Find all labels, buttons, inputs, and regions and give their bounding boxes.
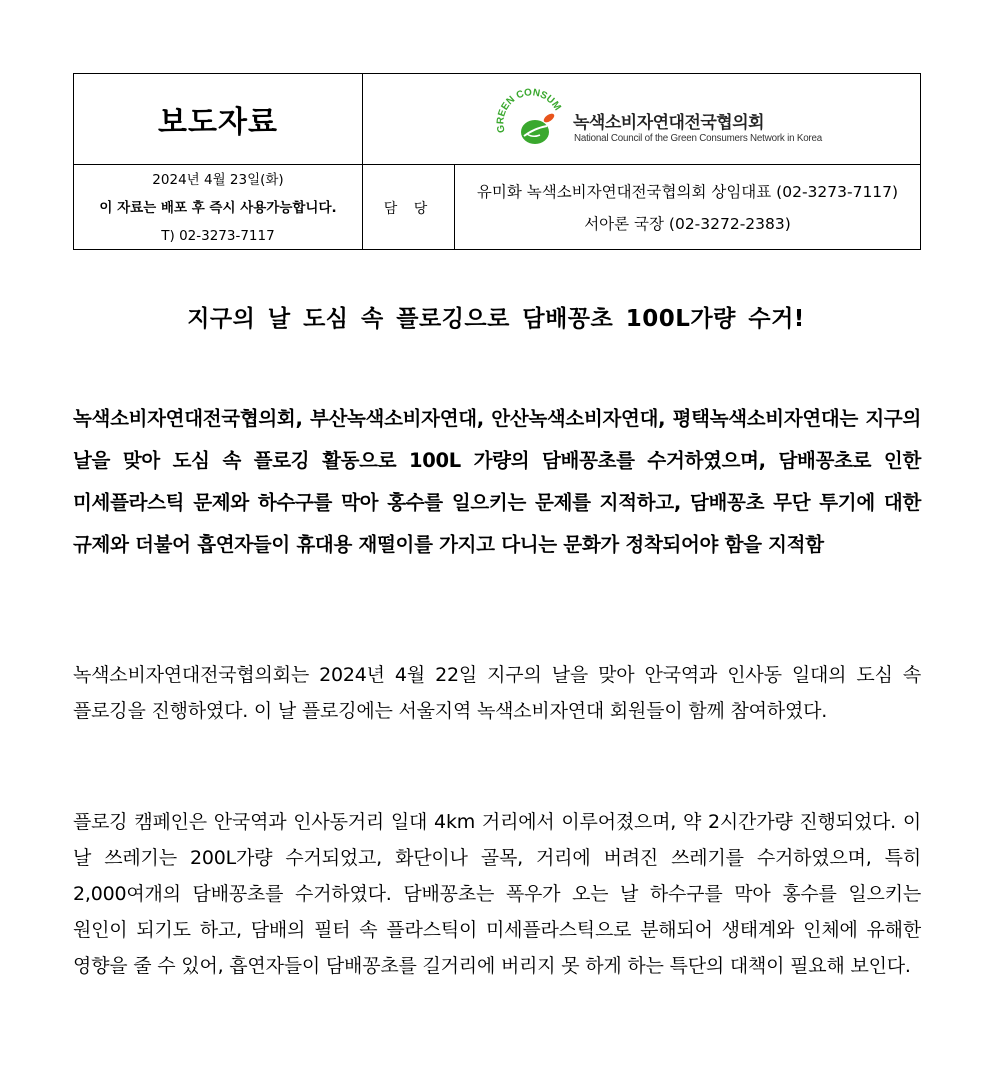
title-cell xyxy=(74,74,363,165)
document-title: 보도자료 xyxy=(158,105,278,140)
green-consumers-logo-icon xyxy=(491,88,571,152)
body-paragraph-2: 플로깅 캠페인은 안국역과 인사동거리 일대 4km 거리에서 이루어졌으며, 약 2시간가량 진행되었다. 이 날 쓰레기는 200L가량 수거되었고, 화단이나 골목, 거리에 버려진 쓰레기를 수거하였으며, 특히 2,000여개의 담배꽁초를 수거하였다. 담배꽁초는 폭우가 오는 날 하수구를 막아 홍수를 일으키는 원인이 되기도 하고, 담배의 필터 속 플라스틱이 미세플라스틱으로 분해되어 생태계와 인체에 유해한 영향을 줄 수 있어, 흡연자들이 담배꽁초를 길거리에 버리지 못 하게 하는 특단의 대책이 필요해 보인다. xyxy=(73,811,921,977)
contact-primary: 유미화 녹색소비자연대전국협의회 상임대표 (02-3273-7117) xyxy=(476,182,899,201)
contact-secondary: 서아론 국장 (02-3272-2383) xyxy=(584,214,791,233)
organization-logo-cell xyxy=(363,74,920,165)
organization-name-english: National Council of the Green Consumers Network in Korea xyxy=(574,133,822,144)
release-phone: T) 02-3273-7117 xyxy=(161,227,275,244)
charge-label: 담 당 xyxy=(383,200,434,217)
release-date: 2024년 4월 23일(화) xyxy=(152,171,284,188)
organization-name-korean: 녹색소비자연대전국협의회 xyxy=(573,113,765,133)
press-release-header-table xyxy=(73,73,921,250)
charge-label-cell xyxy=(363,165,455,250)
contacts-cell xyxy=(455,165,920,250)
body-paragraph-1: 녹색소비자연대전국협의회는 2024년 4월 22일 지구의 날을 맞아 안국역과 인사동 일대의 도심 속 플로깅을 진행하였다. 이 날 플로깅에는 서울지역 녹색소비자연대 회원들이 함께 참여하였다. xyxy=(73,664,921,722)
headline: 지구의 날 도심 속 플로깅으로 담배꽁초 100L가량 수거! xyxy=(187,306,805,332)
summary-paragraph: 녹색소비자연대전국협의회, 부산녹색소비자연대, 안산녹색소비자연대, 평택녹색소비자연대는 지구의 날을 맞아 도심 속 플로깅 활동으로 100L 가량의 담배꽁초를 수거하였으며, 담배꽁초로 인한 미세플라스틱 문제와 하수구를 막아 홍수를 일으키는 문제를 지적하고, 담배꽁초 무단 투기에 대한 규제와 더불어 흡연자들이 휴대용 재떨이를 가지고 다니는 문화가 정착되어야 함을 지적함 xyxy=(73,407,921,556)
release-note: 이 자료는 배포 후 즉시 사용가능합니다. xyxy=(99,199,337,216)
release-info-cell xyxy=(74,165,363,250)
logo-arc-text: GREEN CONSUM xyxy=(495,88,563,134)
